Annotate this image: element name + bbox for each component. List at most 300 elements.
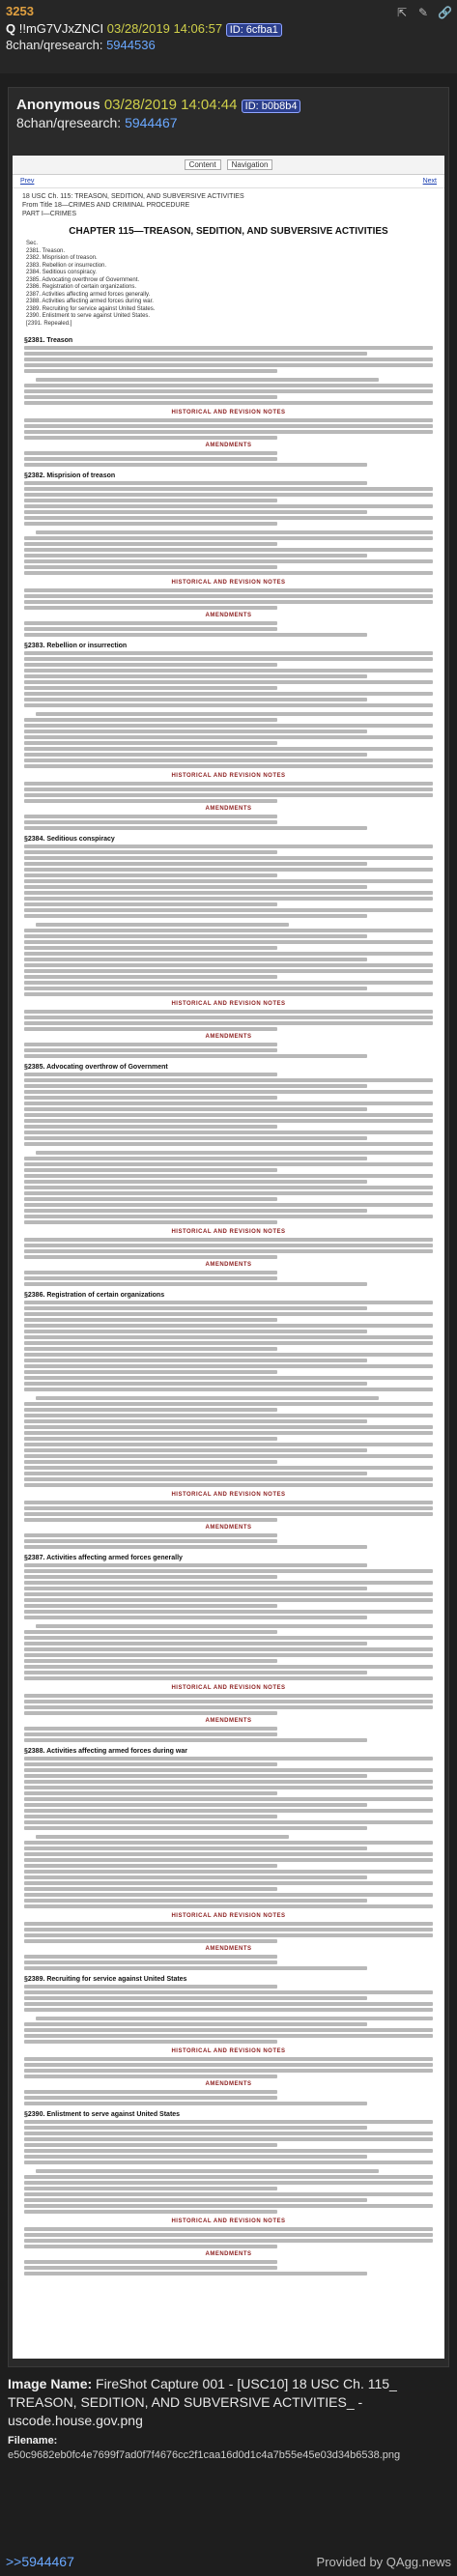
text-line [24, 1016, 433, 1019]
text-line [24, 2155, 367, 2159]
text-line [24, 493, 433, 497]
text-line [24, 862, 367, 866]
historical-notes-heading: HISTORICAL AND REVISION NOTES [171, 2218, 286, 2225]
text-line [24, 1306, 367, 1310]
text-line [24, 1501, 433, 1504]
text-line [24, 657, 433, 661]
text-line [24, 1347, 277, 1351]
paragraph [24, 923, 433, 996]
text-line [24, 1636, 433, 1640]
toc-item[interactable]: 2386. Registration of certain organizations. [26, 284, 137, 291]
text-line [36, 1624, 433, 1628]
text-line [24, 902, 277, 906]
filename-label: Filename: [8, 2434, 58, 2447]
text-line [24, 940, 433, 944]
text-line [24, 1215, 433, 1218]
filename: e50c9682eb0fc4e7699f7ad0f7f4676cc2f1caa16d0d1c4a7b55e45e03d34b6538.png [8, 2448, 401, 2461]
text-line [24, 753, 367, 757]
text-line [24, 2126, 367, 2130]
text-line [24, 1642, 367, 1646]
text-line [24, 1575, 277, 1579]
text-line [24, 2181, 433, 2185]
text-line [24, 1545, 367, 1549]
text-line [24, 2149, 433, 2153]
text-line [24, 799, 277, 803]
text-line [24, 2143, 277, 2147]
doc-next-link[interactable]: Next [422, 178, 437, 185]
post-board: 8chan/qresearch: [6, 38, 103, 52]
post-author-line [6, 21, 451, 36]
text-line [24, 1096, 277, 1100]
paragraph [24, 1301, 433, 1391]
text-line [24, 1431, 433, 1435]
text-line [24, 758, 433, 762]
footer [0, 2547, 457, 2576]
text-line [24, 1518, 277, 1522]
text-line [24, 908, 433, 912]
section-title: §2388. Activities affecting armed forces during war [24, 1748, 187, 1756]
toc-item[interactable]: 2387. Activities affecting armed forces generally. [26, 291, 151, 298]
text-line [24, 499, 277, 502]
toc-item[interactable]: Sec. [26, 241, 39, 247]
text-line [24, 2090, 277, 2094]
text-line [24, 724, 433, 728]
text-line [24, 735, 433, 739]
text-line [24, 698, 367, 701]
text-line [24, 542, 277, 546]
text-line [24, 1676, 433, 1680]
text-line [24, 1820, 433, 1824]
text-line [24, 2245, 277, 2248]
post-id-link[interactable]: 5944536 [106, 38, 156, 52]
section-title: §2387. Activities affecting armed forces generally [24, 1555, 183, 1562]
text-line [24, 1616, 367, 1619]
chapter-title: CHAPTER 115—TREASON, SEDITION, AND SUBVERSIVE ACTIVITIES [69, 226, 388, 238]
doc-prev-link[interactable]: Prev [20, 178, 35, 185]
text-line [24, 2063, 433, 2067]
text-line [24, 1203, 433, 1207]
text-line [24, 389, 433, 393]
text-line [24, 2227, 433, 2231]
text-line [24, 1757, 433, 1760]
text-line [24, 430, 433, 434]
paragraph [24, 1757, 433, 1830]
text-line [24, 1598, 433, 1602]
text-line [24, 1010, 433, 1014]
text-line [24, 1966, 367, 1970]
text-line [24, 424, 433, 428]
text-line [24, 346, 433, 350]
text-line [24, 565, 277, 569]
text-line [24, 2022, 367, 2026]
text-line [24, 856, 433, 860]
paragraph [24, 2169, 433, 2214]
text-line [24, 1705, 433, 1709]
text-line [24, 1125, 277, 1129]
text-line [24, 633, 367, 637]
text-line [24, 1797, 433, 1801]
text-line [24, 2204, 433, 2208]
text-line [24, 1419, 367, 1423]
text-line [24, 1961, 277, 1964]
amendments-heading: AMENDMENTS [205, 443, 252, 449]
post-id-badge[interactable]: ID: 6cfba1 [226, 23, 282, 37]
paragraph [24, 844, 433, 918]
amendments-heading: AMENDMENTS [205, 613, 252, 619]
text-line [24, 1324, 433, 1328]
text-line [24, 559, 433, 563]
amendments-heading: AMENDMENTS [205, 1946, 252, 1953]
text-line [24, 1048, 277, 1052]
text-line [24, 1815, 277, 1818]
post-name: Q [6, 21, 16, 36]
text-line [24, 963, 433, 967]
text-line [24, 1448, 367, 1452]
edit-icon[interactable]: ✎ [417, 6, 429, 19]
paragraph [24, 346, 433, 373]
text-line [24, 1791, 277, 1795]
text-line [24, 1922, 433, 1926]
text-line [24, 663, 277, 667]
text-line [36, 712, 433, 716]
post-tripcode: !!mG7VJxZNCI [18, 21, 104, 36]
text-line [24, 747, 433, 751]
text-line [24, 510, 367, 514]
text-line [24, 2096, 277, 2100]
paragraph [24, 530, 433, 575]
text-line [24, 1893, 433, 1897]
historical-notes-heading: HISTORICAL AND REVISION NOTES [171, 410, 286, 416]
text-line [24, 1460, 277, 1464]
text-line [24, 1425, 433, 1429]
text-line [24, 1414, 433, 1417]
text-line [24, 481, 367, 485]
text-line [24, 2040, 277, 2044]
text-line [24, 1454, 433, 1458]
text-line [24, 782, 433, 786]
text-line [24, 868, 433, 872]
doc-meta-line: 18 USC Ch. 115: TREASON, SEDITION, AND SUBVERSIVE ACTIVITIES [22, 193, 244, 200]
text-line [24, 1119, 433, 1123]
text-line [24, 2210, 277, 2214]
section-title: §2389. Recruiting for service against United States [24, 1976, 187, 1984]
text-line [24, 2102, 367, 2105]
section-title: §2386. Registration of certain organizations [24, 1292, 165, 1300]
doc-meta [13, 188, 444, 218]
text-line [24, 1904, 433, 1908]
text-line [24, 1282, 367, 1286]
section-title: §2381. Treason [24, 337, 73, 345]
text-line [24, 2266, 277, 2270]
text-line [24, 1276, 277, 1280]
toc-item[interactable]: 2383. Rebellion or insurrection. [26, 262, 107, 269]
text-line [24, 1084, 367, 1088]
amendments-heading: AMENDMENTS [205, 1525, 252, 1531]
text-line [24, 1472, 367, 1475]
amendments-heading: AMENDMENTS [205, 1718, 252, 1725]
text-line [24, 820, 277, 824]
text-line [24, 1604, 277, 1608]
quoted-name: Anonymous [16, 97, 100, 113]
text-line [24, 2260, 277, 2264]
text-line [24, 992, 433, 996]
paragraph [24, 651, 433, 707]
text-line [24, 1563, 367, 1567]
text-line [36, 1835, 289, 1839]
text-line [24, 418, 433, 422]
toc-item[interactable]: 2381. Treason. [26, 247, 66, 254]
section-title: §2385. Advocating overthrow of Government [24, 1064, 168, 1072]
text-line [24, 436, 277, 440]
doc-meta-line: From Title 18—CRIMES AND CRIMINAL PROCEDURE [22, 202, 190, 210]
text-line [36, 1396, 379, 1400]
toc-item[interactable]: 2389. Recruiting for service against United States. [26, 305, 156, 312]
text-line [24, 1732, 277, 1736]
text-line [24, 1382, 367, 1386]
text-line [24, 1990, 433, 1994]
post-date: 03/28/2019 14:06:57 [106, 21, 223, 36]
toc-item[interactable]: 2382. Misprision of treason. [26, 255, 98, 262]
text-line [24, 1711, 277, 1715]
text-line [24, 1021, 433, 1025]
text-line [24, 1191, 433, 1195]
text-line [24, 1533, 277, 1537]
text-line [24, 1738, 367, 1742]
text-line [24, 1858, 433, 1862]
quoted-id-link[interactable]: 5944467 [125, 115, 178, 130]
toc-item[interactable]: [2391. Repealed.] [26, 320, 72, 327]
text-line [24, 1102, 433, 1105]
text-line [24, 1694, 433, 1698]
amendments-heading: AMENDMENTS [205, 2251, 252, 2258]
text-line [24, 981, 433, 985]
share-icon[interactable]: ⇱ [396, 6, 408, 19]
text-line [24, 2161, 433, 2164]
toc-item[interactable]: 2385. Advocating overthrow of Government. [26, 276, 140, 283]
text-line [24, 1630, 277, 1634]
document-screenshot[interactable] [13, 156, 444, 2359]
text-line [24, 686, 277, 690]
table-of-contents [13, 241, 444, 328]
text-line [24, 2132, 433, 2135]
doc-toolbar [13, 156, 444, 175]
post-board-line [6, 38, 451, 52]
text-line [24, 2187, 277, 2190]
text-line [24, 1659, 277, 1663]
text-line [24, 680, 433, 684]
text-line [24, 504, 433, 508]
text-line [24, 2137, 433, 2141]
doc-meta-line: PART I—CRIMES [22, 211, 77, 218]
post-number: 3253 [6, 4, 34, 18]
text-line [24, 934, 367, 938]
text-line [24, 1887, 277, 1891]
text-line [24, 1238, 433, 1242]
toc-item[interactable]: 2390. Enlistment to serve against United States. [26, 313, 151, 320]
quoted-board-line [16, 115, 441, 130]
text-line [24, 1370, 277, 1374]
text-line [24, 1443, 433, 1446]
text-line [24, 1312, 433, 1316]
quoted-author-line [16, 97, 441, 113]
text-line [24, 987, 367, 990]
text-line [24, 1727, 277, 1731]
paragraph [24, 1073, 433, 1146]
amendments-heading: AMENDMENTS [205, 806, 252, 813]
historical-notes-heading: HISTORICAL AND REVISION NOTES [171, 580, 286, 587]
paragraph [24, 712, 433, 768]
text-line [36, 2017, 433, 2020]
text-line [24, 879, 433, 883]
text-line [24, 969, 433, 973]
paragraph [24, 1835, 433, 1908]
text-line [24, 1774, 367, 1778]
text-line [24, 1939, 277, 1943]
post-header [0, 0, 457, 73]
text-line [24, 451, 277, 455]
text-line [24, 1899, 367, 1903]
text-line [24, 395, 277, 399]
text-line [24, 536, 433, 540]
text-line [24, 1142, 433, 1146]
amendments-heading: AMENDMENTS [205, 1262, 252, 1269]
text-line [24, 1653, 433, 1657]
text-line [24, 2192, 433, 2196]
text-line [24, 554, 367, 558]
text-line [24, 850, 277, 854]
text-line [24, 1466, 433, 1470]
historical-notes-heading: HISTORICAL AND REVISION NOTES [171, 2048, 286, 2055]
text-line [24, 1090, 433, 1094]
text-line [24, 703, 433, 707]
text-line [24, 1027, 277, 1031]
reply-link[interactable]: >>5944467 [6, 2554, 74, 2569]
text-line [24, 2233, 433, 2237]
text-line [24, 1762, 277, 1766]
text-line [24, 2239, 433, 2243]
filename-line [8, 2434, 449, 2463]
section-title: §2383. Rebellion or insurrection [24, 643, 128, 650]
text-line [24, 1928, 433, 1932]
doc-toolbar-navigation[interactable]: Navigation [227, 159, 273, 170]
quoted-post [8, 87, 449, 2367]
text-line [24, 1335, 433, 1339]
paragraph [24, 1151, 433, 1224]
text-line [24, 2034, 433, 2038]
text-line [24, 1569, 433, 1573]
text-line [24, 1996, 367, 2000]
text-line [24, 1136, 367, 1140]
text-line [24, 1330, 367, 1333]
text-line [24, 1700, 433, 1703]
text-line [24, 1341, 433, 1345]
quoted-id-badge[interactable]: ID: b0b8b4 [242, 100, 301, 113]
text-line [24, 1506, 433, 1510]
text-line [24, 2069, 433, 2073]
text-line [24, 2008, 433, 2012]
image-name-label: Image Name: [8, 2376, 93, 2391]
text-line [24, 1933, 433, 1937]
historical-notes-heading: HISTORICAL AND REVISION NOTES [171, 1229, 286, 1236]
text-line [24, 1841, 433, 1845]
text-line [24, 1539, 277, 1543]
doc-toolbar-content[interactable]: Content [185, 159, 221, 170]
text-line [24, 1786, 433, 1789]
text-line [24, 1408, 277, 1412]
text-line [24, 1665, 433, 1669]
text-line [24, 1985, 277, 1989]
link-icon[interactable]: 🔗 [438, 6, 452, 19]
text-line [24, 1364, 433, 1368]
text-line [36, 1151, 433, 1155]
text-line [24, 674, 367, 678]
text-line [24, 1209, 367, 1213]
text-line [24, 1043, 277, 1046]
text-line [24, 1073, 277, 1076]
text-line [24, 363, 433, 367]
header-icons [395, 6, 451, 19]
text-line [24, 914, 367, 918]
text-line [24, 1174, 433, 1178]
text-line [24, 1592, 433, 1596]
text-line [24, 2175, 433, 2179]
toc-item[interactable]: 2388. Activities affecting armed forces during war. [26, 299, 154, 305]
paragraph [24, 378, 433, 405]
text-line [24, 2028, 433, 2032]
paragraph [24, 481, 433, 526]
text-line [24, 358, 433, 361]
text-line [24, 891, 433, 895]
text-line [24, 844, 433, 848]
toc-item[interactable]: 2384. Seditious conspiracy. [26, 270, 97, 276]
section-title: §2382. Misprision of treason [24, 472, 116, 480]
paragraph [24, 1624, 433, 1680]
text-line [24, 826, 367, 830]
text-line [24, 1955, 277, 1959]
text-line [24, 1610, 433, 1614]
credit-text: Provided by QAgg.news [316, 2554, 451, 2569]
doc-nav [13, 175, 444, 188]
text-line [24, 516, 433, 520]
text-line [24, 2272, 367, 2275]
historical-notes-heading: HISTORICAL AND REVISION NOTES [171, 1913, 286, 1920]
text-line [24, 718, 277, 722]
text-line [24, 1587, 367, 1590]
quoted-date: 03/28/2019 14:04:44 [103, 97, 238, 113]
text-line [24, 1301, 433, 1304]
text-line [24, 1359, 367, 1362]
text-line [24, 1402, 433, 1406]
text-line [24, 1220, 277, 1224]
text-line [24, 627, 277, 631]
text-line [24, 621, 277, 625]
historical-notes-heading: HISTORICAL AND REVISION NOTES [171, 773, 286, 780]
image-name: FireShot Capture 001 - [USC10] 18 USC Ch. 115_ TREASON, SEDITION, AND SUBVERSIVE ACTIVITIES_ - uscode.house.gov.png [8, 2376, 397, 2428]
text-line [24, 1512, 433, 1516]
text-line [24, 1376, 433, 1380]
text-line [24, 384, 433, 387]
text-line [24, 885, 367, 889]
text-line [24, 651, 433, 655]
text-line [24, 571, 433, 575]
text-line [24, 1168, 277, 1172]
text-line [36, 530, 433, 534]
text-line [24, 1870, 433, 1874]
paragraph [24, 1396, 433, 1487]
text-line [24, 522, 277, 526]
section-title: §2384. Seditious conspiracy [24, 836, 115, 844]
image-caption [8, 2375, 449, 2462]
